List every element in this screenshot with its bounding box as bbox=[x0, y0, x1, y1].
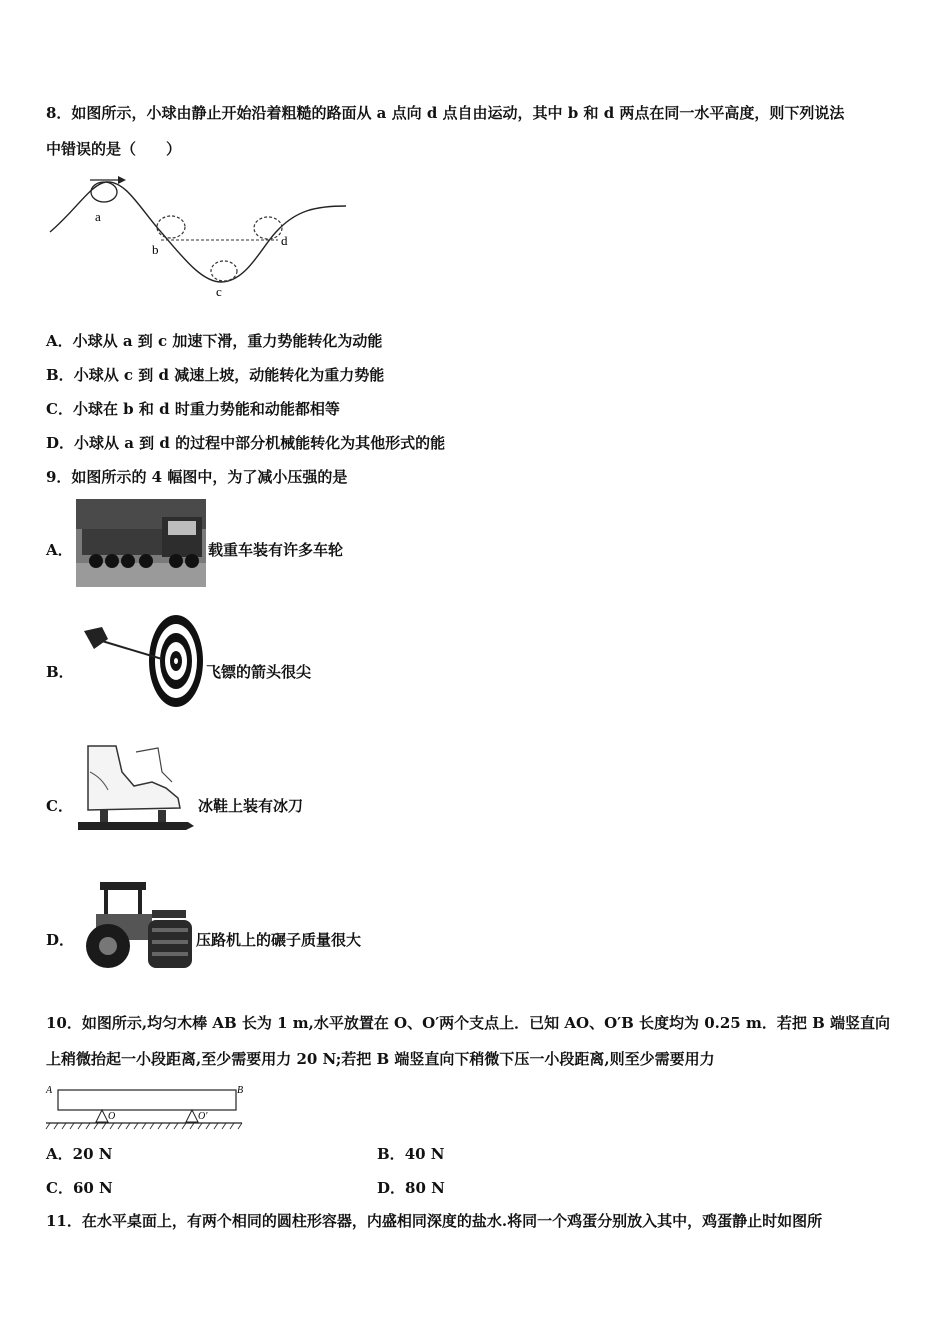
q10-option-a-letter: A． bbox=[46, 1145, 73, 1163]
q10-stem-line1: 10．如图所示,均匀木棒 AB 长为 1 m,水平放置在 O、O′两个支点上．已知 AO、O′B 长度均为 0.25 m．若把 B 端竖直向 bbox=[46, 1014, 890, 1032]
dart-target bbox=[80, 613, 205, 709]
q10-option-c bbox=[46, 1177, 113, 1198]
label-a: a bbox=[95, 209, 101, 224]
truck-photo bbox=[76, 499, 206, 587]
q9-option-a-caption: 载重车装有许多车轮 bbox=[208, 541, 344, 559]
road-roller bbox=[82, 880, 194, 972]
q10-option-b-text: 40 N bbox=[404, 1145, 445, 1163]
q9-option-b-letter: B． bbox=[46, 663, 74, 681]
q8-option-b-text: 小球从 c 到 d 减速上坡，动能转化为重力势能 bbox=[73, 366, 385, 384]
q9-option-c-letter: C． bbox=[46, 797, 73, 815]
q10-option-a bbox=[46, 1143, 112, 1164]
q10-option-a-text: 20 N bbox=[72, 1145, 113, 1163]
ball-at-c bbox=[211, 261, 237, 281]
q9-option-d-caption: 压路机上的碾子质量很大 bbox=[196, 931, 362, 949]
q10-option-b-letter: B． bbox=[377, 1145, 405, 1163]
label-O: O bbox=[108, 1111, 116, 1122]
label-c: c bbox=[216, 284, 222, 299]
q8-stem-line2: 中错误的是（ ） bbox=[46, 140, 182, 158]
q11-stem-line1: 11．在水平桌面上，有两个相同的圆柱形容器，内盛相同深度的盐水.将同一个鸡蛋分别放入其中，鸡蛋静止时如图所 bbox=[46, 1212, 823, 1230]
q10-option-c-letter: C． bbox=[46, 1179, 73, 1197]
ball-at-a bbox=[91, 182, 117, 202]
ball-at-d bbox=[254, 217, 282, 239]
q8-track-figure bbox=[46, 170, 356, 300]
q9-option-d-letter: D． bbox=[46, 931, 75, 949]
q10-option-d bbox=[377, 1177, 445, 1198]
label-O2: O′ bbox=[198, 1111, 208, 1122]
q8-option-b-letter: B． bbox=[46, 366, 74, 384]
support-O2 bbox=[186, 1110, 198, 1122]
q8-option-a-text: 小球从 a 到 c 加速下滑，重力势能转化为动能 bbox=[72, 332, 383, 350]
q8-option-b bbox=[46, 365, 384, 385]
q8-option-a-letter: A． bbox=[46, 332, 73, 350]
q10-option-c-text: 60 N bbox=[72, 1179, 113, 1197]
q10-option-d-text: 80 N bbox=[405, 1179, 445, 1197]
q10-option-d-letter: D． bbox=[377, 1179, 406, 1197]
ice-skate bbox=[74, 742, 196, 838]
q8-option-c bbox=[46, 399, 340, 419]
wooden-beam bbox=[58, 1090, 236, 1110]
motion-arrow-icon bbox=[118, 176, 126, 184]
q8-option-a bbox=[46, 331, 382, 351]
label-d: d bbox=[281, 233, 288, 248]
q9-option-c-caption: 冰鞋上装有冰刀 bbox=[198, 797, 304, 815]
label-A: A bbox=[46, 1085, 53, 1096]
q8-option-d-text: 小球从 a 到 d 的过程中部分机械能转化为其他形式的能 bbox=[74, 434, 446, 452]
q10-option-b bbox=[377, 1143, 445, 1164]
q10-stem-line2: 上稍微抬起一小段距离,至少需要用力 20 N;若把 B 端竖直向下稍微下压一小段距离,则至少需要用力 bbox=[46, 1050, 715, 1068]
q9-option-b-caption: 飞镖的箭头很尖 bbox=[206, 663, 312, 681]
q8-option-c-text: 小球在 b 和 d 时重力势能和动能都相等 bbox=[72, 400, 340, 418]
support-O bbox=[96, 1110, 108, 1122]
q9-stem: 9．如图所示的 4 幅图中，为了减小压强的是 bbox=[46, 468, 348, 486]
rough-track bbox=[50, 182, 346, 282]
q10-beam-figure bbox=[44, 1082, 244, 1132]
q8-stem-line1: 8．如图所示，小球由静止开始沿着粗糙的路面从 a 点向 d 点自由运动，其中 b 和 d 两点在同一水平高度，则下列说法 bbox=[46, 104, 845, 122]
ball-at-b bbox=[157, 216, 185, 238]
label-B: B bbox=[237, 1085, 244, 1096]
q8-option-c-letter: C． bbox=[46, 400, 73, 418]
q8-option-d bbox=[46, 433, 445, 453]
label-b: b bbox=[152, 242, 159, 257]
q8-option-d-letter: D． bbox=[46, 434, 75, 452]
q9-option-a-letter: A． bbox=[46, 541, 73, 559]
